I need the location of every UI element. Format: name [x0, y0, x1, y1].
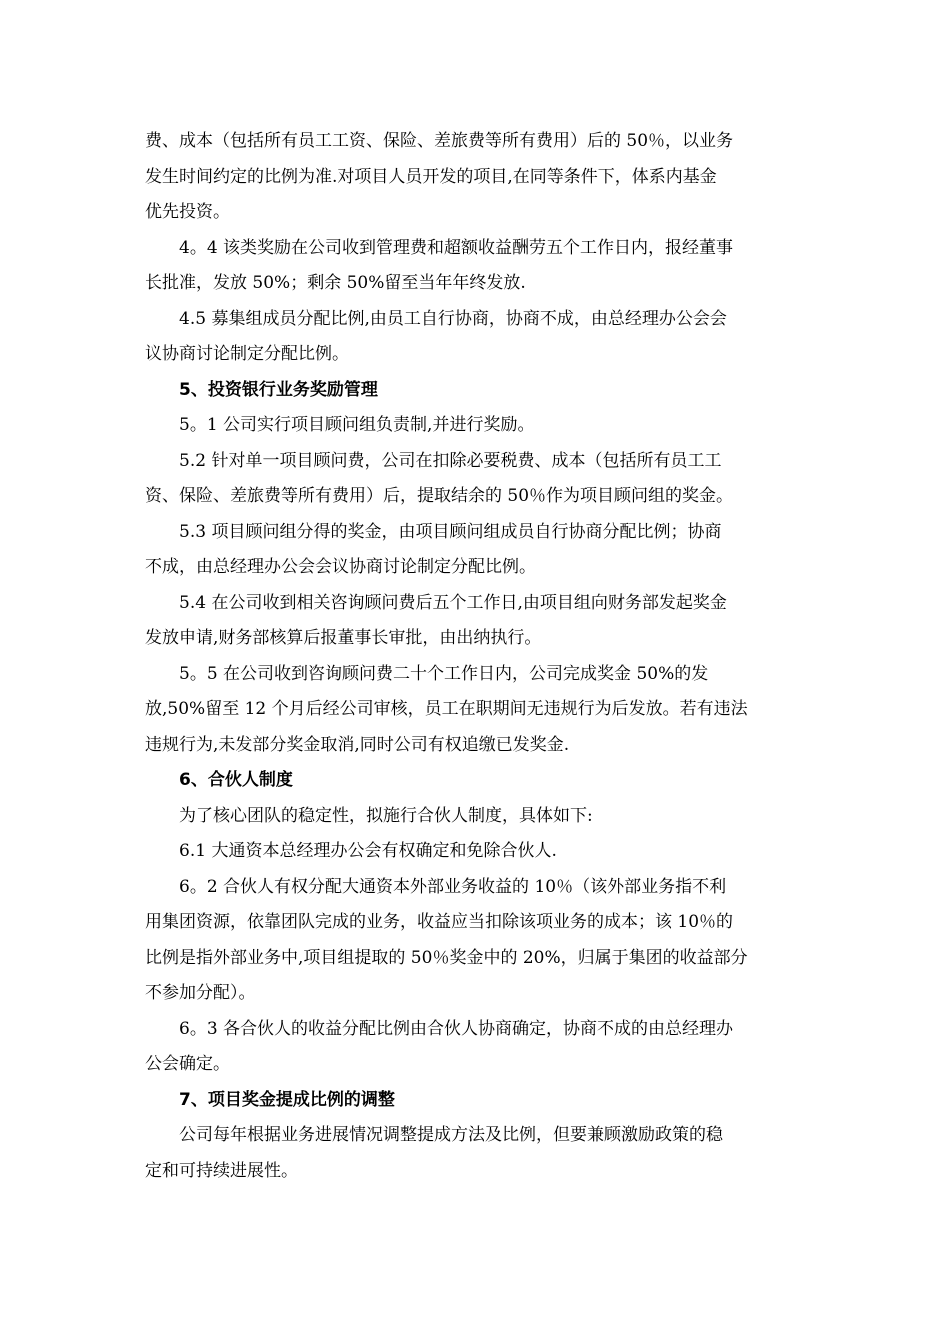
- paragraph-line: 发生时间约定的比例为准.对项目人员开发的项目,在同等条件下，体系内基金: [145, 166, 717, 187]
- paragraph-first-line: 5.3 项目顾问组分得的奖金，由项目顾问组成员自行协商分配比例；协商: [179, 521, 722, 542]
- section-heading: 6、合伙人制度: [179, 770, 293, 790]
- paragraph-first-line: 4。4 该类奖励在公司收到管理费和超额收益酬劳五个工作日内，报经董事: [179, 237, 734, 258]
- paragraph-line: 发放申请,财务部核算后报董事长审批，由出纳执行。: [145, 628, 542, 648]
- paragraph-first-line: 为了核心团队的稳定性，拟施行合伙人制度，具体如下:: [179, 805, 593, 826]
- paragraph-first-line: 5.4 在公司收到相关咨询顾问费后五个工作日,由项目组向财务部发起奖金: [179, 592, 727, 613]
- paragraph-line: 违规行为,未发部分奖金取消,同时公司有权追缴已发奖金.: [145, 734, 570, 755]
- paragraph-line: 比例是指外部业务中,项目组提取的 50％奖金中的 20%，归属于集团的收益部分: [145, 947, 748, 968]
- paragraph-first-line: 6.1 大通资本总经理办公会有权确定和免除合伙人.: [179, 841, 557, 861]
- paragraph-line: 优先投资。: [145, 202, 230, 222]
- paragraph-first-line: 4.5 募集组成员分配比例,由员工自行协商，协商不成，由总经理办公会会: [179, 308, 727, 329]
- paragraph-line: 公会确定。: [145, 1054, 230, 1074]
- section-heading: 5、投资银行业务奖励管理: [179, 379, 378, 400]
- section-heading: 7、项目奖金提成比例的调整: [179, 1089, 395, 1110]
- document-body: [145, 124, 810, 1189]
- paragraph-first-line: 6。2 合伙人有权分配大通资本外部业务收益的 10％（该外部业务指不利: [179, 876, 727, 897]
- paragraph-line: 不成，由总经理办公会会议协商讨论制定分配比例。: [145, 557, 536, 577]
- paragraph-first-line: 5。1 公司实行项目顾问组负责制,并进行奖励。: [179, 415, 535, 435]
- paragraph-line: 定和可持续进展性。: [145, 1160, 298, 1181]
- paragraph-line: 资、保险、差旅费等所有费用）后，提取结余的 50％作为项目顾问组的奖金。: [145, 486, 734, 506]
- paragraph-first-line: 5。5 在公司收到咨询顾问费二十个工作日内，公司完成奖金 50%的发: [179, 663, 709, 684]
- paragraph-line: 用集团资源，依靠团队完成的业务，收益应当扣除该项业务的成本；该 10％的: [145, 912, 734, 932]
- paragraph-first-line: 6。3 各合伙人的收益分配比例由合伙人协商确定，协商不成的由总经理办: [179, 1018, 734, 1039]
- paragraph-first-line: 5.2 针对单一项目顾问费，公司在扣除必要税费、成本（包括所有员工工: [179, 450, 722, 471]
- paragraph-line: 长批准，发放 50%；剩余 50%留至当年年终发放.: [145, 273, 526, 293]
- paragraph-first-line: 公司每年根据业务进展情况调整提成方法及比例，但要兼顾激励政策的稳: [179, 1125, 723, 1145]
- paragraph-line: 不参加分配）。: [145, 983, 256, 1003]
- paragraph-line: 放,50%留至 12 个月后经公司审核，员工在职期间无违规行为后发放。若有违法: [145, 699, 748, 719]
- paragraph-line: 费、成本（包括所有员工工资、保险、差旅费等所有费用）后的 50％，以业务: [145, 131, 734, 151]
- paragraph-line: 议协商讨论制定分配比例。: [145, 344, 349, 364]
